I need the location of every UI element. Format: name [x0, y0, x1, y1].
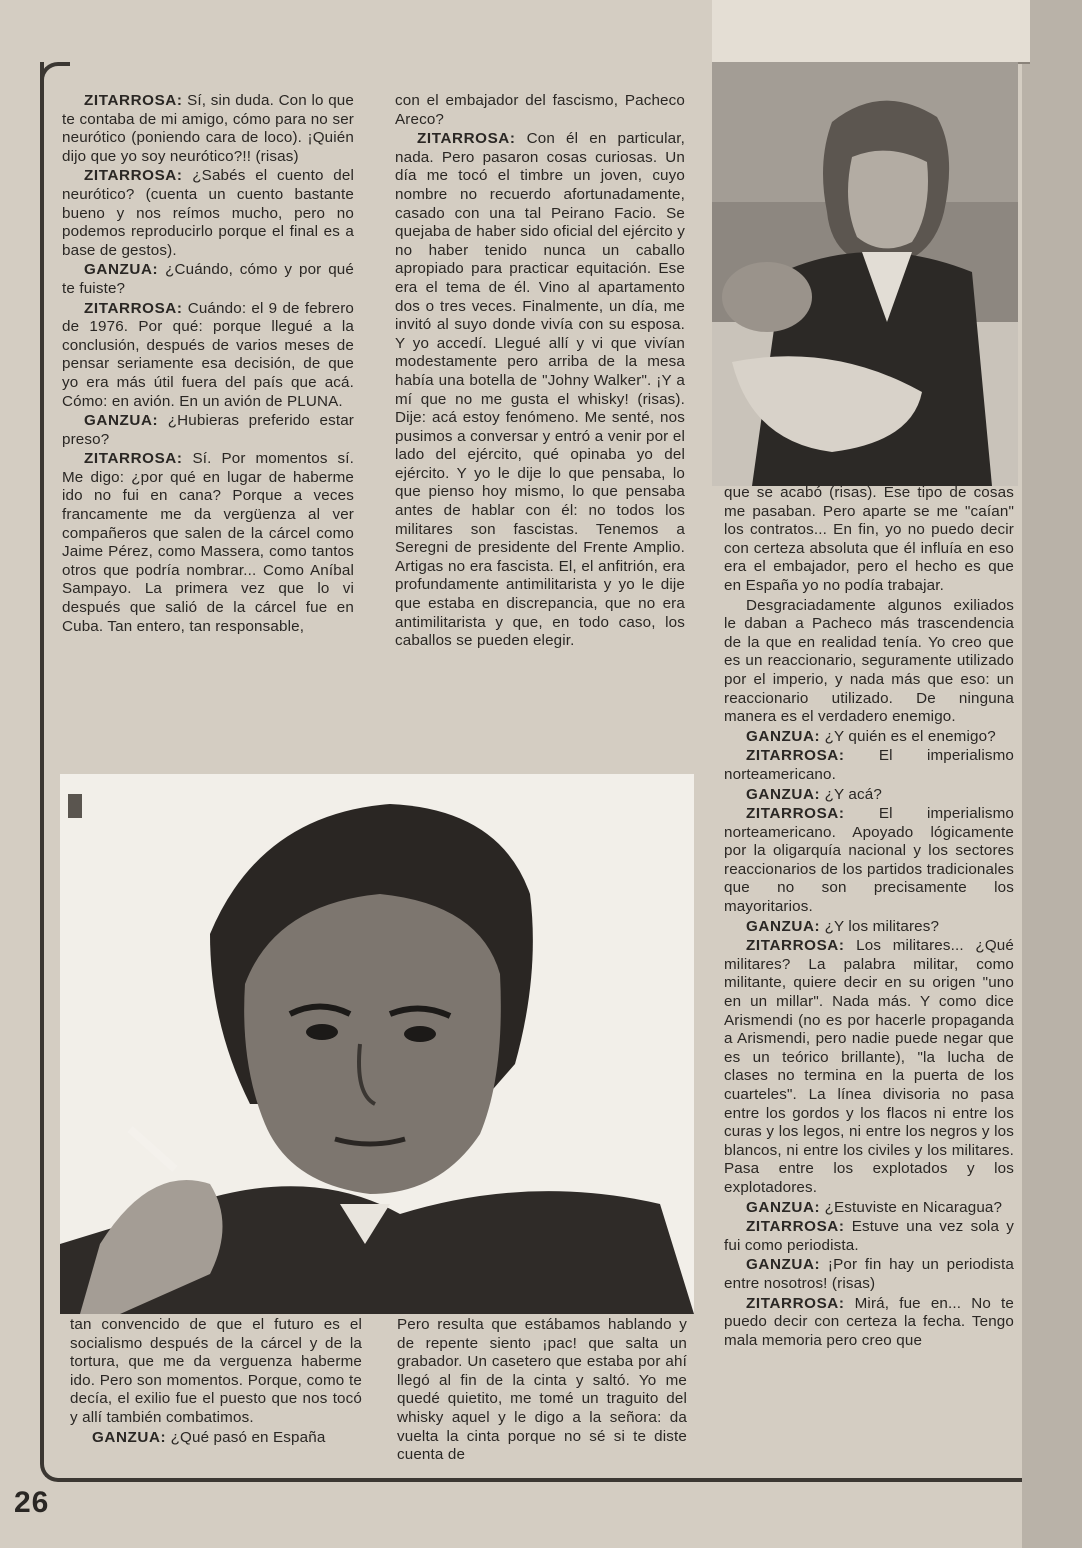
speaker-label: ZITARROSA: [84, 450, 183, 468]
speaker-label: ZITARROSA: [746, 1294, 845, 1312]
paragraph-text: Los militares... ¿Qué militares? La palabra militar, como militante, quiere decir en su origen "uno en un millar". Nada más. Y como dice Arismendi (no es por hacerle propaganda a Arismendi, pero nadie puede negar que es un teórico brillante), "la lucha de clases no termina en la puerta de los cuarteles". La línea divisoria no pasa entre los gordos y los flacos ni entre los curas y los legos, ni entre los negros y los blancos, ni entre los civiles y los militares. Pasa entre los explotados y los explotadores. [724, 937, 1014, 1196]
paragraph-text: ¿Y acá? [820, 785, 882, 803]
paragraph-text: ¿Qué pasó en España [166, 1428, 326, 1446]
speaker-label: ZITARROSA: [746, 747, 845, 765]
paragraph-text: ¿Cuándo, cómo y por qué te fuiste? [62, 261, 354, 297]
speaker-label: ZITARROSA: [746, 937, 845, 955]
speaker-label: GANZUA: [84, 261, 159, 279]
page-number: 26 [14, 1486, 50, 1519]
paragraph [62, 167, 354, 260]
speaker-label: GANZUA: [84, 412, 159, 430]
paragraph [62, 450, 354, 636]
speaker-label: GANZUA: [746, 727, 821, 745]
paragraph-text: con el embajador del fascismo, Pacheco Areco? [395, 92, 685, 128]
paragraph-text: ¿Estuviste en Nicaragua? [820, 1198, 1003, 1216]
paragraph [62, 261, 354, 298]
paragraph-text: ¿Hubieras preferido estar preso? [62, 412, 354, 448]
paragraph [724, 747, 1014, 784]
paragraph-text: Estuve una vez sola y fui como periodista. [724, 1218, 1014, 1254]
paragraph [724, 597, 1014, 727]
speaker-label: GANZUA: [92, 1428, 167, 1446]
speaker-label: ZITARROSA: [746, 1218, 845, 1236]
paragraph [395, 92, 685, 129]
paragraph [62, 92, 354, 166]
speaker-label: ZITARROSA: [84, 299, 183, 317]
paragraph [62, 412, 354, 449]
paragraph-text: Mirá, fue en... No te puedo decir con certeza la fecha. Tengo mala memoria pero creo que [724, 1294, 1014, 1349]
paragraph [724, 484, 1014, 596]
text-column-3 [724, 484, 1014, 1351]
speaker-label: ZITARROSA: [417, 130, 516, 148]
paragraph [724, 1218, 1014, 1255]
paragraph-text: Sí, sin duda. Con lo que te contaba de mi amigo, cómo para no ser neurótico (poniendo cara de loco). ¡Quién dijo que yo soy neurótico?!! (risas) [62, 92, 354, 165]
paragraph-text: Pero resulta que estábamos hablando y de repente siento ¡pac! que salta un grabador. Un casetero que estaba por ahí llegó al fin de la cinta y saltó. Yo me quedé quietito, me tomé un traguito del whisky aquel y le digo a la señora: da vuelta la cinta porque no sé si te diste cuenta de [397, 1316, 687, 1464]
paragraph-text: ¿Y los militares? [820, 917, 940, 935]
paragraph-text: Desgraciadamente algunos exiliados le daban a Pacheco más trascendencia de la que en realidad tenía. Yo creo que es un reaccionario, seguramente utilizado por el imperio, y nada más que eso: un reaccionario utilizado. De ninguna manera es el verdadero enemigo. [724, 596, 1014, 726]
speaker-label: ZITARROSA: [84, 167, 183, 185]
paragraph [395, 130, 685, 651]
paragraph [70, 1429, 362, 1448]
text-column-4 [70, 1316, 362, 1448]
paragraph-text: que se acabó (risas). Ese tipo de cosas me pasaban. Pero aparte se me "caían" los contratos... En fin, yo no puedo decir con certeza absoluta que él influía en eso era el embajador, pero el hecho es que en España yo no podía trabajar. [724, 484, 1014, 594]
paragraph-text: tan convencido de que el futuro es el socialismo después de la cárcel y de la tortura, que me da verguenza haberme ido. Pero son momentos. Porque, como te decía, el exilio fue el puesto que nos tocó y allí también combatimos. [70, 1316, 362, 1426]
paragraph [397, 1316, 687, 1465]
article-frame-corner [40, 62, 70, 92]
paragraph [724, 918, 1014, 937]
photo-zitarrosa-seated [712, 62, 1018, 486]
photo-zitarrosa-smoking [60, 774, 694, 1314]
paragraph [724, 937, 1014, 1197]
text-column-2 [395, 92, 685, 652]
paragraph-text: El imperialismo norteamericano. [724, 747, 1014, 783]
paragraph-text: Sí. Por momentos sí. Me digo: ¿por qué en lugar de haberme ido no fui en cana? Porque a veces francamente me da vergüenza al ver compañeros que salen de la cárcel como Jaime Pérez, como Massera, como tantos otros que podría nombrar... Como Aníbal Sampayo. La primera vez que lo vi después que salió de la cárcel fue en Cuba. Tan entero, tan responsable, [62, 450, 354, 635]
paragraph-text: ¿Y quién es el enemigo? [820, 727, 996, 745]
text-column-5 [397, 1316, 687, 1466]
paragraph-text: Cuándo: el 9 de febrero de 1976. Por qué: porque llegué a la conclusión, después de varios meses de pensar seriamente esa decisión, de que yo era más útil fuera del país que acá. Cómo: en avión. En un avión de PLUNA. [62, 299, 354, 410]
paragraph [62, 300, 354, 412]
speaker-label: GANZUA: [746, 785, 821, 803]
top-strip [712, 0, 1030, 64]
speaker-label: GANZUA: [746, 1198, 821, 1216]
paragraph [724, 805, 1014, 917]
paragraph-text: Con él en particular, nada. Pero pasaron cosas curiosas. Un día me tocó el timbre un joven, cuyo nombre no recuerdo afortunadamente, casado con una tal Peirano Facio. Se quejaba de haber sido oficial del ejército y no haber tenido nunca un caballo apropiado para practicar equitación. Ese era el tema de él. Vino al apartamento dos o tres veces. Finalmente, un día, me invitó al suyo donde vivía con su esposa. Y yo accedí. Llegué allí y vi que vivían modestamente pero arriba de la mesa había una botella de "Johny Walker". ¡Y a mí que no me gusta el whisky! (risas). Dije: acá estoy fenómeno. Me senté, nos pusimos a conversar y entró a venir por el lado del ejército, qué opinaba yo del ejército. Y yo le dije lo que pensaba, lo que pienso hoy mismo, lo que pensaba antes de hablar con él: no todos los militares son fascistas. Tenemos a Seregni de presidente del Frente Amplio. Artigas no era fascista. El, el anfitrión, era profundamente antimilitarista y yo le dije que estaba en discrepancia, que no era antimilitarista y que, en todo caso, los caballos se pueden elegir. [395, 130, 685, 650]
paragraph [724, 1256, 1014, 1293]
paragraph-text: ¿Sabés el cuento del neurótico? (cuenta un cuento bastante bueno y nos reímos mucho, pero no podemos reproducirlo porque el final es a base de gestos). [62, 167, 354, 259]
paragraph [70, 1316, 362, 1428]
paragraph-text: El imperialismo norteamericano. Apoyado lógicamente por la oligarquía nacional y los sectores reaccionarios de los partidos tradicionales que no son precisamente los mayoritarios. [724, 805, 1014, 916]
paragraph [724, 1199, 1014, 1218]
paragraph [724, 728, 1014, 747]
speaker-label: ZITARROSA: [84, 92, 183, 109]
speaker-label: GANZUA: [746, 1256, 821, 1274]
paragraph [724, 1295, 1014, 1351]
page-edge [1022, 0, 1082, 1548]
speaker-label: GANZUA: [746, 917, 821, 935]
speaker-label: ZITARROSA: [746, 805, 845, 823]
paragraph [724, 786, 1014, 805]
text-column-1 [62, 92, 354, 637]
paragraph-text: ¡Por fin hay un periodista entre nosotros! (risas) [724, 1256, 1014, 1292]
